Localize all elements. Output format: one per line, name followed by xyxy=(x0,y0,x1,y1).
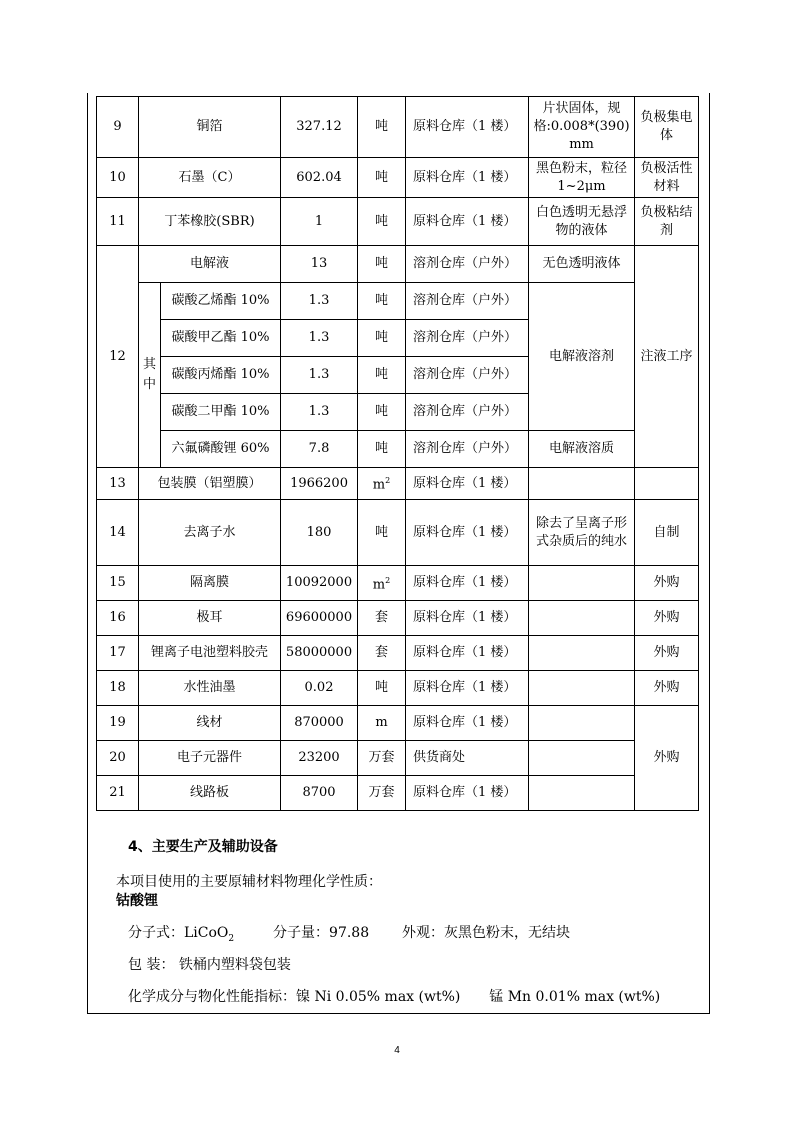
storage-location: 溶剂仓库（户外） xyxy=(406,246,529,283)
material-use: 负极集电体 xyxy=(635,97,699,158)
unit: 套 xyxy=(358,601,406,636)
unit: m xyxy=(358,706,406,741)
storage-location: 溶剂仓库（户外） xyxy=(406,283,529,320)
material-use xyxy=(635,468,699,500)
table-row xyxy=(97,500,699,566)
unit: 吨 xyxy=(358,357,406,394)
material-form xyxy=(529,776,635,811)
section-title: 4、主要生产及辅助设备 xyxy=(128,839,278,855)
row-no: 11 xyxy=(97,198,139,246)
page-number: 4 xyxy=(394,1045,400,1056)
quantity: 8700 xyxy=(281,776,358,811)
section-intro: 本项目使用的主要原辅材料物理化学性质： xyxy=(116,874,382,890)
formula: 分子式：LiCoO xyxy=(128,925,229,941)
quantity: 10092000 xyxy=(281,566,358,601)
storage-location: 原料仓库（1 楼） xyxy=(406,566,529,601)
material-form xyxy=(529,601,635,636)
row-no: 12 xyxy=(97,246,139,468)
chemical-name: 钴酸锂 xyxy=(116,893,158,909)
quantity: 1.3 xyxy=(281,283,358,320)
quantity: 0.02 xyxy=(281,671,358,706)
material-name: 丁苯橡胶(SBR) xyxy=(139,198,281,246)
spec-mn: 锰 Mn 0.01% max (wt%) xyxy=(489,989,661,1005)
unit: 吨 xyxy=(358,283,406,320)
table-row xyxy=(97,198,699,246)
material-form xyxy=(529,741,635,776)
row-no: 19 xyxy=(97,706,139,741)
unit: 吨 xyxy=(358,97,406,158)
material-name: 铜箔 xyxy=(139,97,281,158)
material-name: 水性油墨 xyxy=(139,671,281,706)
unit: 吨 xyxy=(358,246,406,283)
unit: 吨 xyxy=(358,198,406,246)
material-use: 外购 xyxy=(635,566,699,601)
storage-location: 原料仓库（1 楼） xyxy=(406,671,529,706)
storage-location: 供货商处 xyxy=(406,741,529,776)
quantity: 13 xyxy=(281,246,358,283)
unit: 吨 xyxy=(358,320,406,357)
unit: 吨 xyxy=(358,158,406,198)
material-form xyxy=(529,566,635,601)
material-use: 外购 xyxy=(635,706,699,811)
material-name: 线路板 xyxy=(139,776,281,811)
quantity: 1.3 xyxy=(281,320,358,357)
material-form xyxy=(529,636,635,671)
material-form: 白色透明无悬浮物的液体 xyxy=(529,198,635,246)
storage-location: 溶剂仓库（户外） xyxy=(406,394,529,431)
appearance: 外观：灰黑色粉末，无结块 xyxy=(402,925,571,941)
unit-text: m xyxy=(372,577,386,593)
unit: 吨 xyxy=(358,671,406,706)
table-row xyxy=(97,566,699,601)
row-no: 21 xyxy=(97,776,139,811)
storage-location: 原料仓库（1 楼） xyxy=(406,776,529,811)
material-name: 线材 xyxy=(139,706,281,741)
unit xyxy=(358,468,406,500)
quantity: 7.8 xyxy=(281,431,358,468)
table-row xyxy=(97,706,699,741)
storage-location: 原料仓库（1 楼） xyxy=(406,468,529,500)
table-row xyxy=(97,636,699,671)
table-row xyxy=(97,671,699,706)
material-form xyxy=(529,468,635,500)
table-row xyxy=(97,97,699,158)
unit: 吨 xyxy=(358,500,406,566)
component-name: 碳酸甲乙酯 10% xyxy=(161,320,281,357)
unit: 套 xyxy=(358,636,406,671)
material-use: 外购 xyxy=(635,601,699,636)
material-name: 电子元器件 xyxy=(139,741,281,776)
storage-location: 原料仓库（1 楼） xyxy=(406,636,529,671)
molecular-weight: 分子量：97.88 xyxy=(273,925,370,941)
material-name: 电解液 xyxy=(139,246,281,283)
unit xyxy=(358,566,406,601)
material-name: 极耳 xyxy=(139,601,281,636)
unit-superscript: 2 xyxy=(385,476,391,486)
formula-subscript: 2 xyxy=(228,933,235,944)
chemical-properties xyxy=(128,922,570,944)
material-name: 去离子水 xyxy=(139,500,281,566)
material-form xyxy=(529,706,635,741)
group-label xyxy=(139,283,161,468)
quantity: 180 xyxy=(281,500,358,566)
spec-ni: 镍 Ni 0.05% max (wt%) xyxy=(296,989,461,1005)
material-use: 负极粘结剂 xyxy=(635,198,699,246)
row-no: 15 xyxy=(97,566,139,601)
material-name: 隔离膜 xyxy=(139,566,281,601)
quantity: 58000000 xyxy=(281,636,358,671)
row-no: 10 xyxy=(97,158,139,198)
row-no: 20 xyxy=(97,741,139,776)
material-name: 包装膜（铝塑膜） xyxy=(139,468,281,500)
material-form: 片状固体，规格:0.008*(390) mm xyxy=(529,97,635,158)
quantity: 1.3 xyxy=(281,357,358,394)
material-form: 无色透明液体 xyxy=(529,246,635,283)
component-name: 碳酸丙烯酯 10% xyxy=(161,357,281,394)
component-name: 六氟磷酸锂 60% xyxy=(161,431,281,468)
spec-line xyxy=(128,986,660,1006)
packaging: 包 装： 铁桶内塑料袋包装 xyxy=(128,957,291,973)
component-name: 碳酸二甲酯 10% xyxy=(161,394,281,431)
table-row xyxy=(97,468,699,500)
quantity: 23200 xyxy=(281,741,358,776)
storage-location: 原料仓库（1 楼） xyxy=(406,97,529,158)
unit: 万套 xyxy=(358,776,406,811)
table-row xyxy=(97,246,699,283)
storage-location: 原料仓库（1 楼） xyxy=(406,198,529,246)
spec-label: 化学成分与物化性能指标： xyxy=(128,989,296,1005)
quantity: 327.12 xyxy=(281,97,358,158)
storage-location: 原料仓库（1 楼） xyxy=(406,706,529,741)
quantity: 870000 xyxy=(281,706,358,741)
storage-location: 原料仓库（1 楼） xyxy=(406,500,529,566)
material-name: 锂离子电池塑料胶壳 xyxy=(139,636,281,671)
material-use: 外购 xyxy=(635,636,699,671)
row-no: 14 xyxy=(97,500,139,566)
material-name: 石墨（C） xyxy=(139,158,281,198)
quantity: 602.04 xyxy=(281,158,358,198)
solute-label: 电解液溶质 xyxy=(529,431,635,468)
table-row xyxy=(97,741,699,776)
table-row xyxy=(97,283,699,320)
material-use: 自制 xyxy=(635,500,699,566)
unit: 吨 xyxy=(358,431,406,468)
storage-location: 溶剂仓库（户外） xyxy=(406,431,529,468)
material-use: 注液工序 xyxy=(635,246,699,468)
group-label-text: 其中 xyxy=(142,357,156,392)
quantity: 69600000 xyxy=(281,601,358,636)
unit-text: m xyxy=(372,477,386,493)
material-use: 外购 xyxy=(635,671,699,706)
row-no: 9 xyxy=(97,97,139,158)
table-row xyxy=(97,601,699,636)
quantity: 1966200 xyxy=(281,468,358,500)
storage-location: 溶剂仓库（户外） xyxy=(406,320,529,357)
materials-table xyxy=(96,96,699,811)
row-no: 13 xyxy=(97,468,139,500)
unit: 万套 xyxy=(358,741,406,776)
row-no: 18 xyxy=(97,671,139,706)
storage-location: 原料仓库（1 楼） xyxy=(406,601,529,636)
material-use: 负极活性材料 xyxy=(635,158,699,198)
row-no: 16 xyxy=(97,601,139,636)
storage-location: 溶剂仓库（户外） xyxy=(406,357,529,394)
component-name: 碳酸乙烯酯 10% xyxy=(161,283,281,320)
row-no: 17 xyxy=(97,636,139,671)
table-row xyxy=(97,158,699,198)
material-form xyxy=(529,671,635,706)
storage-location: 原料仓库（1 楼） xyxy=(406,158,529,198)
material-form: 黑色粉末，粒径 1~2μm xyxy=(529,158,635,198)
table-row xyxy=(97,431,699,468)
unit-superscript: 2 xyxy=(385,575,391,585)
table-row xyxy=(97,776,699,811)
material-form: 除去了呈离子形式杂质后的纯水 xyxy=(529,500,635,566)
solvent-label: 电解液溶剂 xyxy=(529,283,635,431)
quantity: 1.3 xyxy=(281,394,358,431)
unit: 吨 xyxy=(358,394,406,431)
quantity: 1 xyxy=(281,198,358,246)
